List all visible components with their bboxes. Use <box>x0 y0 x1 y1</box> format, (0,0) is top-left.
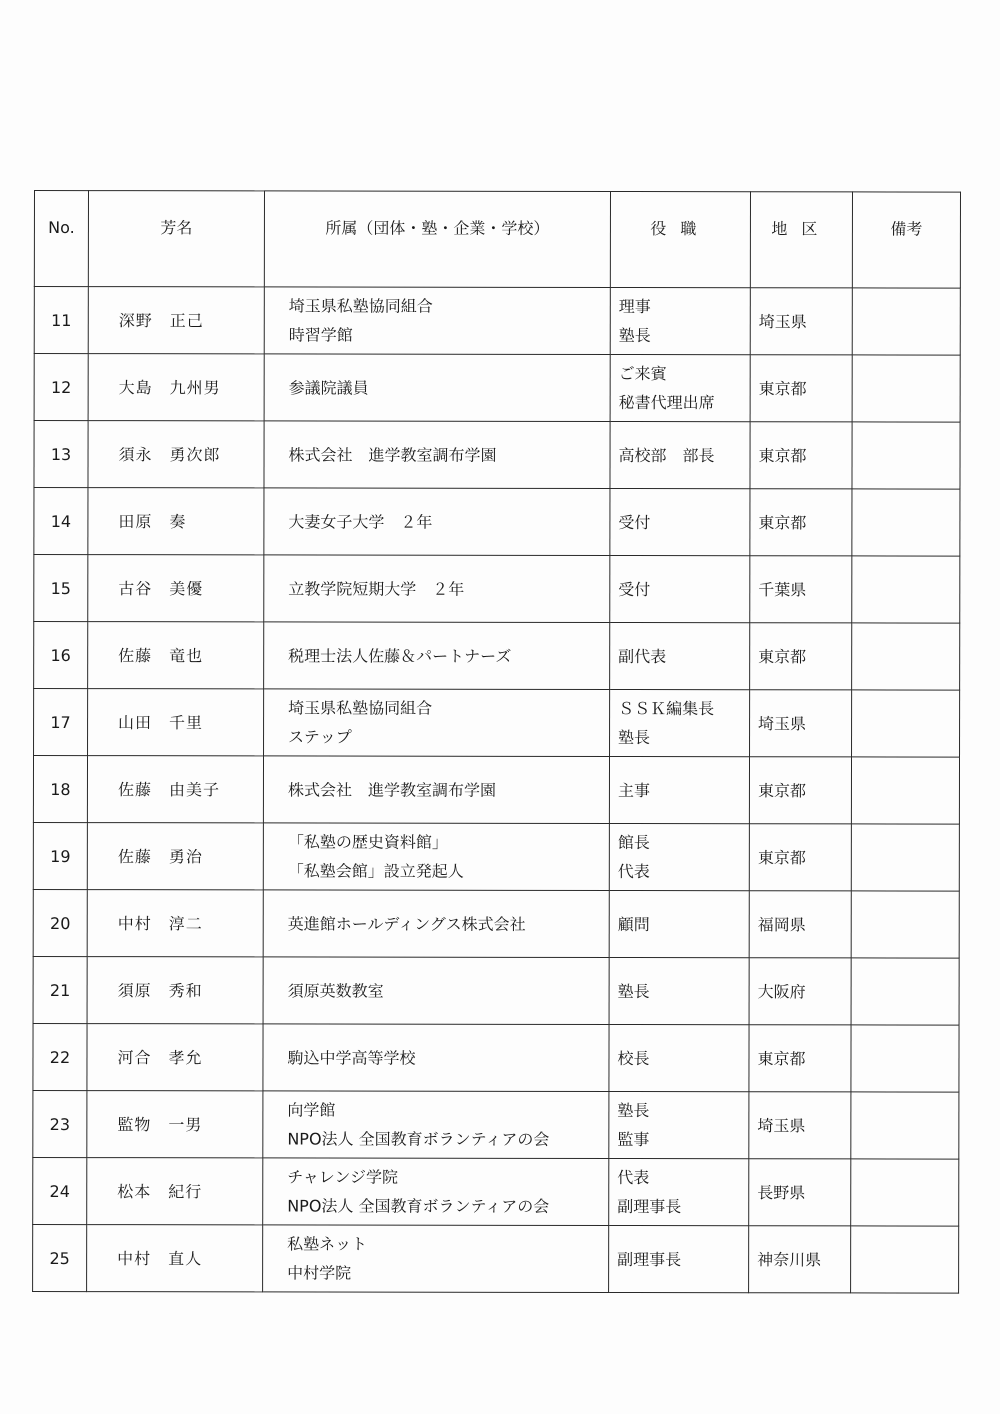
notes-cell <box>852 489 960 556</box>
header-name: 芳名 <box>88 191 264 287</box>
area-cell: 大阪府 <box>749 958 851 1025</box>
attendee-name: 中村 淳二 <box>87 890 263 957</box>
table-row <box>33 1224 959 1293</box>
area-cell: 埼玉県 <box>750 690 852 757</box>
table-row <box>34 689 960 758</box>
role-line-1: 理事 <box>618 297 651 317</box>
affiliation-cell <box>263 823 609 891</box>
attendee-name: 河合 孝允 <box>87 1024 263 1091</box>
header-notes: 備考 <box>852 192 960 288</box>
notes-cell <box>851 891 959 958</box>
notes-cell <box>851 1159 959 1226</box>
row-number: 23 <box>33 1090 87 1157</box>
affiliation-line-1: 大妻女子大学 ２年 <box>288 511 433 532</box>
area-cell: 東京都 <box>750 623 852 690</box>
affiliation-cell <box>263 890 609 958</box>
attendee-name: 監物 一男 <box>87 1091 263 1158</box>
affiliation-cell <box>264 354 610 422</box>
affiliation-line-2: ステップ <box>288 727 352 747</box>
area-cell: 東京都 <box>749 1025 851 1092</box>
affiliation-line-1: 駒込中学高等学校 <box>287 1047 416 1068</box>
role-line-1: 代表 <box>617 1168 650 1188</box>
role-cell <box>610 556 750 623</box>
role-line-1: 顧問 <box>617 914 650 934</box>
notes-cell <box>851 1226 959 1293</box>
role-line-1: 塾長 <box>617 981 650 1001</box>
notes-cell <box>852 355 960 422</box>
affiliation-cell <box>264 622 610 690</box>
role-cell <box>609 757 749 824</box>
attendee-name: 佐藤 勇治 <box>87 823 263 890</box>
area-cell: 神奈川県 <box>749 1226 851 1293</box>
role-line-1: 校長 <box>617 1048 650 1068</box>
affiliation-line-1: 英進館ホールディングス株式会社 <box>287 913 526 934</box>
role-cell <box>610 422 750 489</box>
area-cell: 埼玉県 <box>750 288 852 355</box>
affiliation-line-1: 「私塾の歴史資料館」 <box>287 832 448 852</box>
table-row <box>33 756 959 825</box>
row-number: 12 <box>34 354 88 421</box>
table-row <box>34 421 960 490</box>
area-cell: 東京都 <box>750 422 852 489</box>
affiliation-line-1: 株式会社 進学教室調布学園 <box>287 779 496 800</box>
notes-cell <box>852 422 960 489</box>
affiliation-cell <box>263 1225 609 1293</box>
row-number: 17 <box>34 689 88 756</box>
area-cell: 東京都 <box>750 489 852 556</box>
row-number: 14 <box>34 488 88 555</box>
affiliation-line-2: NPO法人 全国教育ボランティアの会 <box>287 1196 550 1216</box>
row-number: 25 <box>33 1224 87 1291</box>
attendee-table <box>32 190 961 1294</box>
role-line-1: ご来賓 <box>618 364 667 384</box>
role-line-1: ＳＳＫ編集長 <box>618 699 715 719</box>
role-cell <box>609 824 749 891</box>
affiliation-cell <box>264 488 610 556</box>
row-number: 13 <box>34 421 88 488</box>
affiliation-cell <box>263 1024 609 1092</box>
role-cell <box>610 355 750 422</box>
attendee-name: 山田 千里 <box>88 689 264 756</box>
affiliation-line-1: 埼玉県私塾協同組合 <box>288 296 433 316</box>
role-cell <box>609 1159 749 1226</box>
attendee-name: 深野 正己 <box>88 287 264 354</box>
affiliation-cell <box>264 287 610 355</box>
row-number: 24 <box>33 1157 87 1224</box>
area-cell: 千葉県 <box>750 556 852 623</box>
table-row <box>34 354 960 423</box>
area-cell: 東京都 <box>749 757 851 824</box>
affiliation-cell <box>264 555 610 623</box>
table-row <box>33 1023 959 1092</box>
role-cell <box>610 288 750 355</box>
row-number: 22 <box>33 1023 87 1090</box>
header-area: 地区 <box>750 192 852 288</box>
notes-cell <box>852 288 960 355</box>
table-row <box>33 889 959 958</box>
table-row <box>34 555 960 624</box>
header-no: No. <box>34 191 88 287</box>
attendee-name: 大島 九州男 <box>88 354 264 421</box>
role-cell <box>609 958 749 1025</box>
role-cell <box>609 1025 749 1092</box>
notes-cell <box>851 1025 959 1092</box>
row-number: 20 <box>33 889 87 956</box>
affiliation-line-1: チャレンジ学院 <box>287 1167 399 1187</box>
row-number: 16 <box>34 622 88 689</box>
affiliation-line-2: 時習学館 <box>288 325 353 345</box>
attendee-name: 須永 勇次郎 <box>88 421 264 488</box>
attendee-name: 須原 秀和 <box>87 957 263 1024</box>
notes-cell <box>852 556 960 623</box>
role-line-2: 監事 <box>617 1130 650 1150</box>
role-line-1: 副理事長 <box>617 1249 682 1269</box>
role-cell <box>610 489 750 556</box>
role-cell <box>609 1092 749 1159</box>
role-line-2: 秘書代理出席 <box>618 393 715 413</box>
row-number: 21 <box>33 956 87 1023</box>
notes-cell <box>851 824 959 891</box>
affiliation-line-1: 株式会社 進学教室調布学園 <box>288 444 497 465</box>
area-cell: 長野県 <box>749 1159 851 1226</box>
notes-cell <box>852 690 960 757</box>
affiliation-cell <box>263 1091 609 1159</box>
area-cell: 東京都 <box>750 355 852 422</box>
role-cell <box>609 891 749 958</box>
notes-cell <box>851 757 959 824</box>
affiliation-line-1: 税理士法人佐藤＆パートナーズ <box>288 645 512 666</box>
affiliation-line-2: 「私塾会館」設立発起人 <box>287 861 464 881</box>
role-line-1: 副代表 <box>618 646 667 666</box>
row-number: 11 <box>34 287 88 354</box>
attendee-name: 田原 奏 <box>88 488 264 555</box>
row-number: 15 <box>34 555 88 622</box>
affiliation-cell <box>263 1158 609 1226</box>
role-cell <box>610 690 750 757</box>
role-line-1: 主事 <box>617 780 650 800</box>
role-line-2: 代表 <box>617 862 650 882</box>
attendee-name: 中村 直人 <box>87 1225 263 1292</box>
attendee-name: 古谷 美優 <box>88 555 264 622</box>
role-line-2: 塾長 <box>618 728 651 748</box>
affiliation-line-1: 埼玉県私塾協同組合 <box>288 698 433 718</box>
table-row <box>33 956 959 1025</box>
affiliation-line-1: 立教学院短期大学 ２年 <box>288 578 465 599</box>
role-line-1: 受付 <box>618 579 651 599</box>
attendee-name: 佐藤 竜也 <box>88 622 264 689</box>
notes-cell <box>852 623 960 690</box>
affiliation-cell <box>263 957 609 1025</box>
table-row <box>33 1090 959 1159</box>
header-role: 役職 <box>610 192 750 288</box>
affiliation-cell <box>264 421 610 489</box>
table-header-row <box>34 191 960 289</box>
attendee-name: 松本 紀行 <box>87 1158 263 1225</box>
area-cell: 埼玉県 <box>749 1092 851 1159</box>
area-cell: 福岡県 <box>749 891 851 958</box>
role-line-1: 受付 <box>618 512 651 532</box>
role-line-1: 館長 <box>617 833 650 853</box>
table-row <box>33 1157 959 1226</box>
table-row <box>33 822 959 891</box>
role-cell <box>610 623 750 690</box>
header-affiliation: 所属（団体・塾・企業・学校） <box>264 191 610 288</box>
affiliation-line-1: 向学館 <box>287 1100 336 1120</box>
role-line-2: 塾長 <box>618 326 651 346</box>
role-line-2: 副理事長 <box>617 1197 682 1217</box>
role-line-1: 塾長 <box>617 1101 650 1121</box>
attendee-name: 佐藤 由美子 <box>87 756 263 823</box>
affiliation-cell <box>263 756 609 824</box>
table-row <box>34 287 960 356</box>
role-line-1: 高校部 部長 <box>618 445 715 465</box>
affiliation-line-1: 参議院議員 <box>288 377 369 398</box>
affiliation-line-1: 私塾ネット <box>287 1234 368 1254</box>
notes-cell <box>851 1092 959 1159</box>
row-number: 18 <box>33 756 87 823</box>
affiliation-line-2: 中村学院 <box>287 1263 352 1283</box>
affiliation-line-2: NPO法人 全国教育ボランティアの会 <box>287 1129 550 1149</box>
table-row <box>34 488 960 557</box>
table-row <box>34 622 960 691</box>
area-cell: 東京都 <box>749 824 851 891</box>
role-cell <box>609 1226 749 1293</box>
affiliation-line-1: 須原英数教室 <box>287 980 384 1001</box>
affiliation-cell <box>264 689 610 757</box>
notes-cell <box>851 958 959 1025</box>
row-number: 19 <box>33 822 87 889</box>
